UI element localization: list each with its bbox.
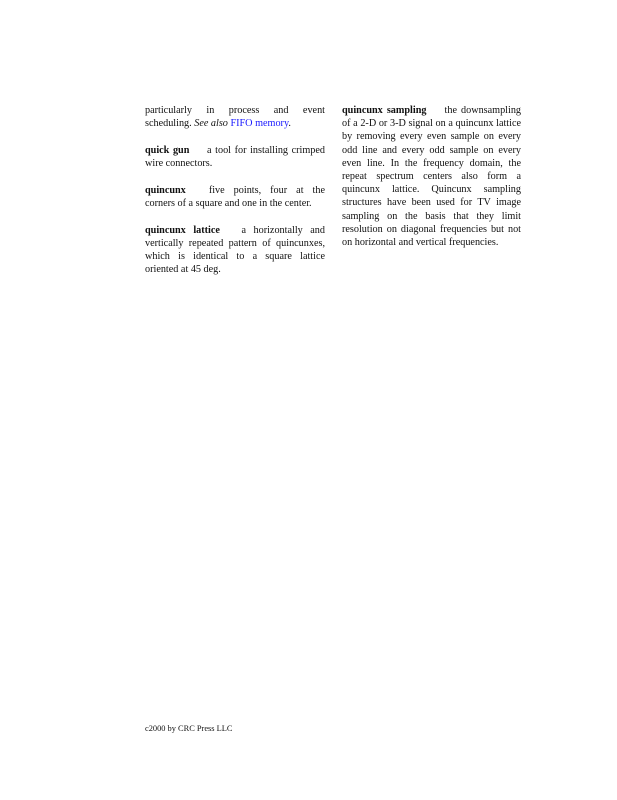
copyright-footer: c2000 by CRC Press LLC [145, 724, 233, 733]
continued-entry [145, 104, 325, 130]
left-column [145, 104, 325, 290]
entry-term: quincunx sampling [342, 105, 427, 116]
entry-quincunx-sampling [342, 104, 521, 249]
entry-quincunx-lattice [145, 224, 325, 277]
see-also-label: See also [194, 118, 228, 130]
entry-term: quick gun [145, 144, 190, 156]
entry-definition: the downsampling of a 2-D or 3-D signal on a quincunx lattice by removing every even sample on every odd line and every odd sample on every even line. In the frequency domain, the repeat spectrum centers also form a quincunx lattice. Quincunx sampling structures have been used for TV image sampling on the basis that they limit resolution on diagonal frequencies but not on horizontal and vertical frequencies. [342, 105, 522, 249]
entry-quick-gun [145, 144, 325, 170]
entry-definition: a tool for installing crimped wire connectors. [145, 144, 326, 170]
entry-term: quincunx [145, 184, 186, 196]
entry-term: quincunx lattice [145, 224, 220, 236]
continued-end: . [288, 118, 291, 130]
right-column [342, 104, 521, 263]
entry-definition: five points, four at the corners of a square and one in the center. [145, 184, 325, 210]
continued-text: particularly in process and event scheduling. [145, 105, 325, 130]
entry-definition: a horizontally and vertically repeated pattern of quincunxes, which is identical to a square lattice oriented at 45 deg. [145, 224, 325, 276]
see-also-link[interactable]: FIFO memory [230, 118, 289, 130]
entry-quincunx [145, 184, 325, 210]
